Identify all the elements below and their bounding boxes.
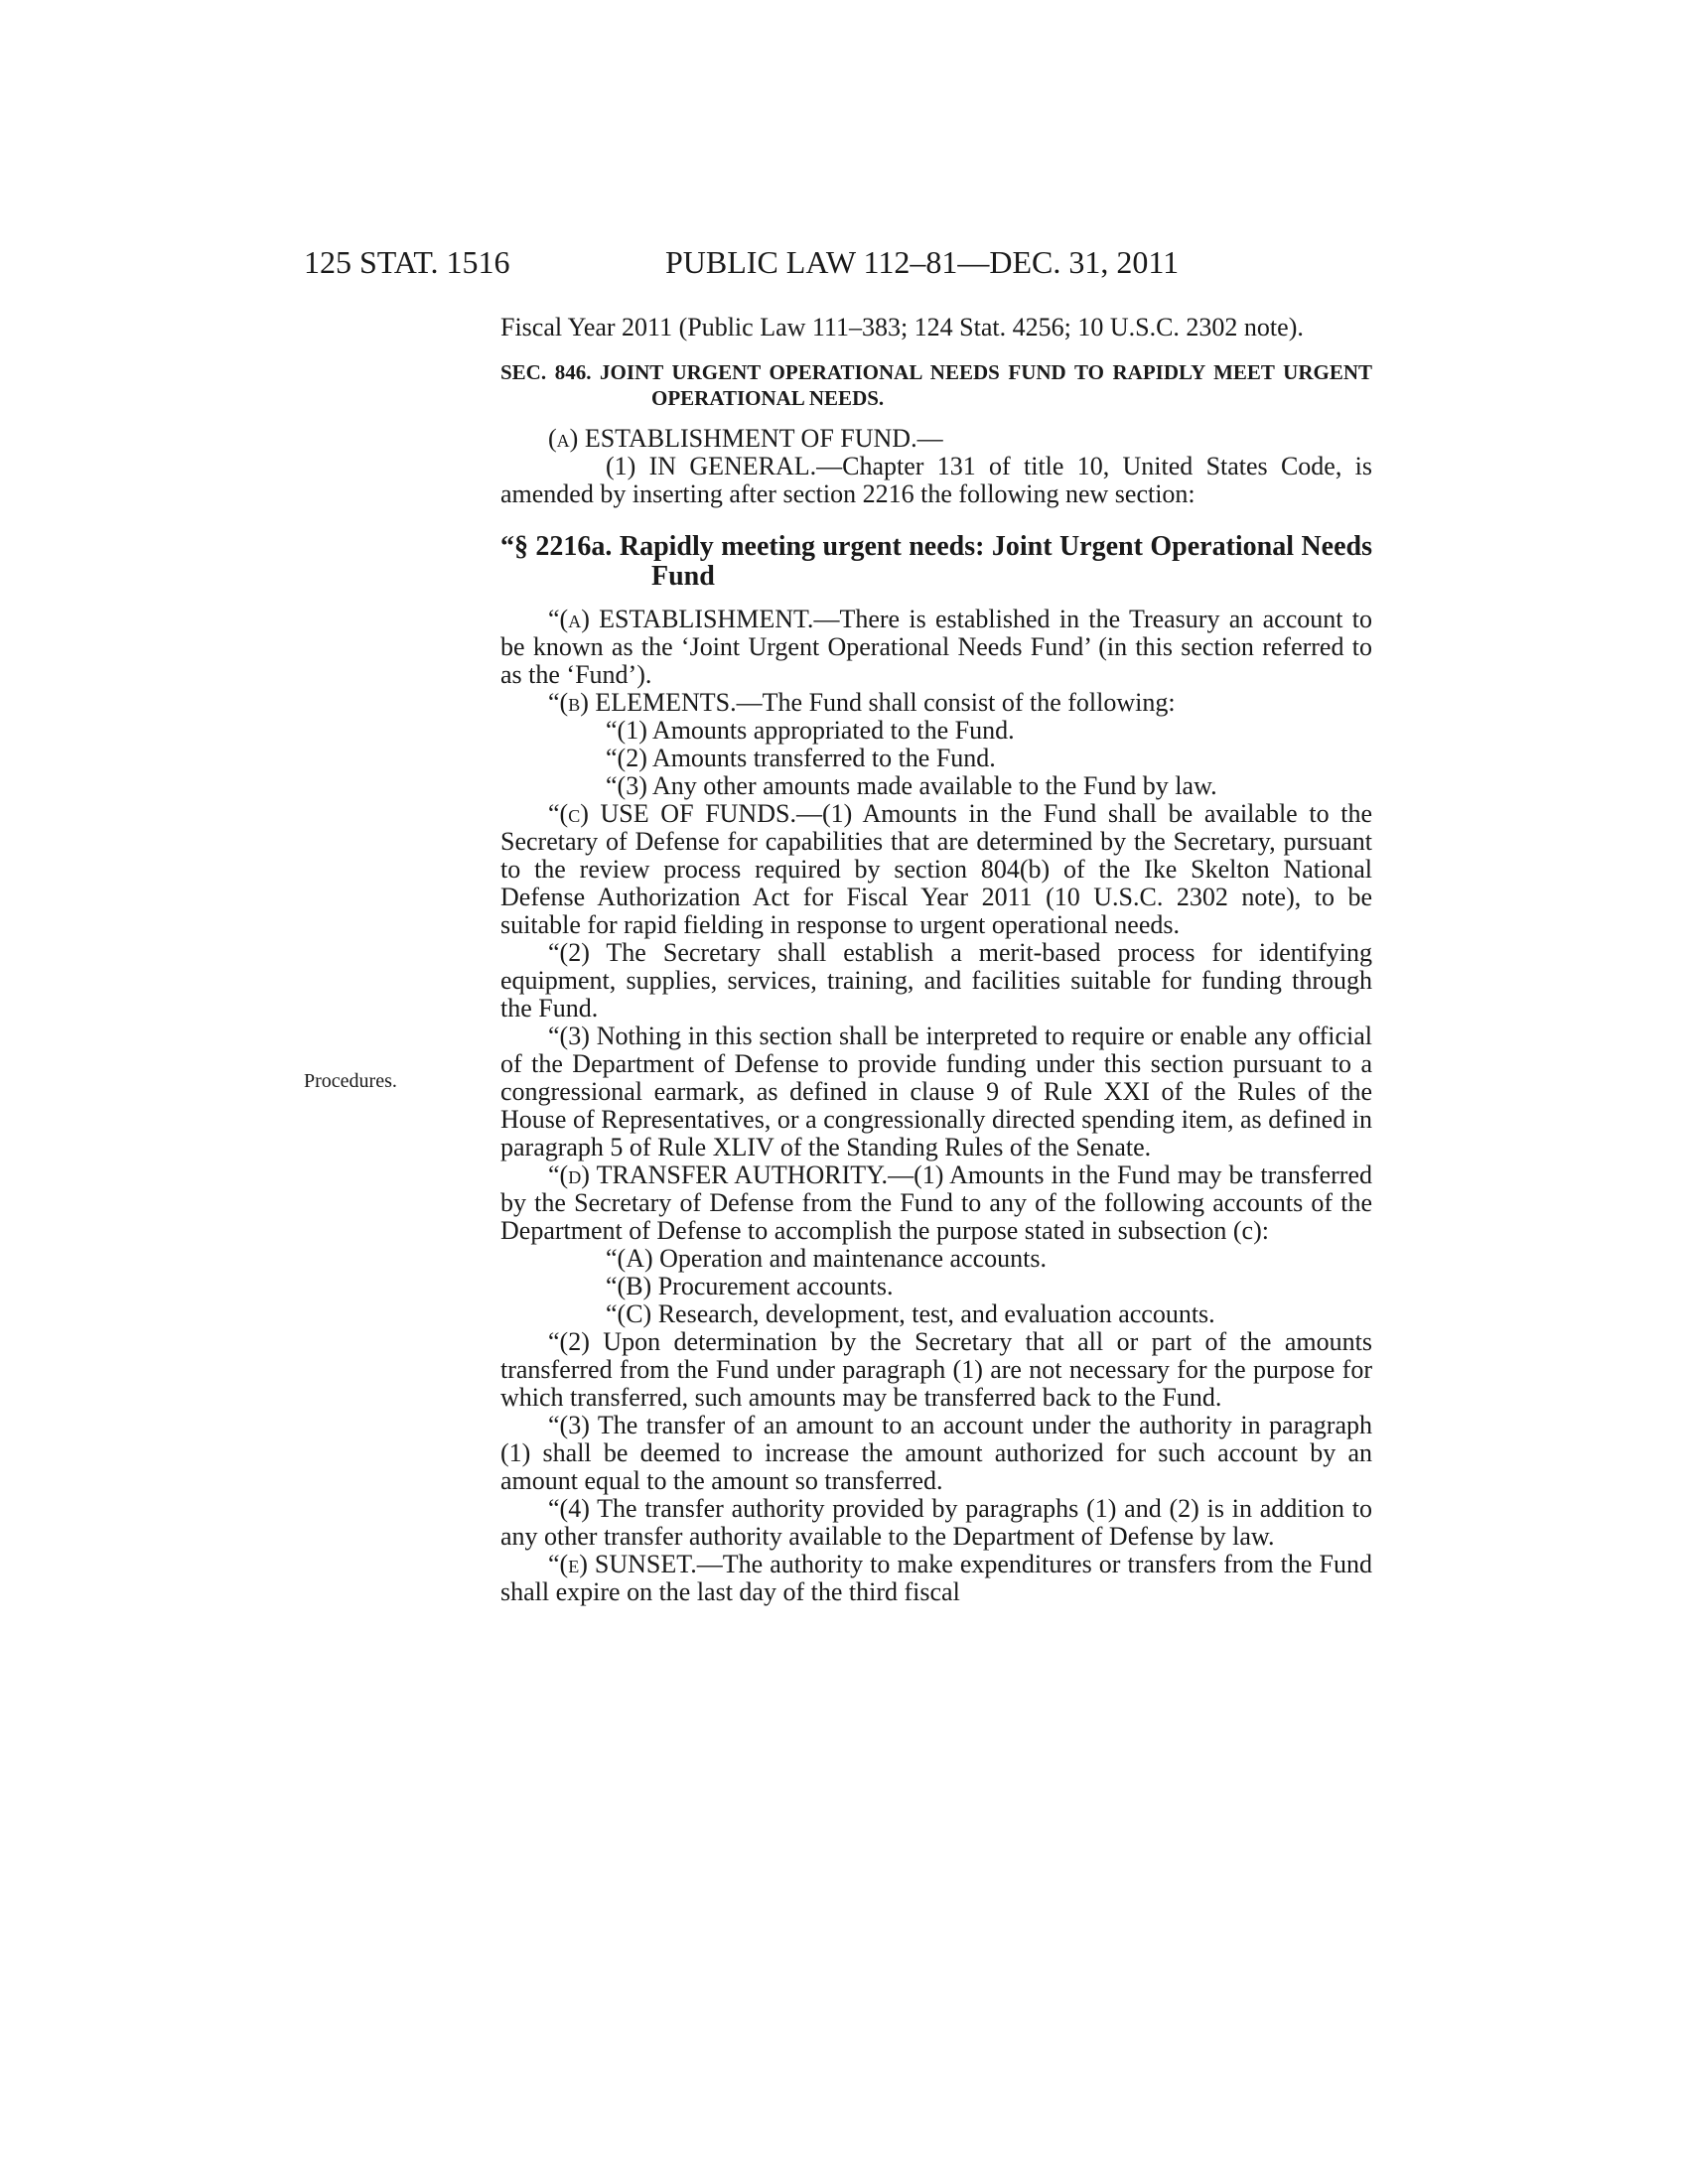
paragraph [500, 1412, 1372, 1495]
subsection-caption: “(b) ELEMENTS. [548, 688, 737, 717]
paragraph-text: —There is established in the Treasury an account to be known as the ‘Joint Urgent Operational Needs Fund’ (in this section referred to as the ‘Fund’). [500, 605, 1372, 689]
paragraph [500, 453, 1372, 508]
subsection-caption: “(a) ESTABLISHMENT. [548, 605, 814, 633]
paragraph-text: —The Fund shall consist of the following: [736, 688, 1176, 717]
paragraph [500, 425, 1372, 453]
paragraph-text: “(C) Research, development, test, and evaluation accounts. [606, 1299, 1215, 1328]
paragraph-text: “§ 2216a. Rapidly meeting urgent needs: Joint Urgent Operational Needs Fund [500, 531, 1372, 592]
subsection-caption: “(d) TRANSFER AUTHORITY. [548, 1160, 889, 1189]
section-heading [500, 359, 1372, 411]
paragraph-text: “(3) The transfer of an amount to an account under the authority in paragraph (1) shall be deemed to increase the amount authorized for such account by an amount equal to the amount so transferred. [500, 1411, 1372, 1495]
subsection-caption: (a) ESTABLISHMENT OF FUND.— [548, 424, 943, 453]
paragraph-text: “(3) Any other amounts made available to the Fund by law. [606, 771, 1217, 800]
paragraph [500, 1300, 1372, 1328]
paragraph-text: “(3) Nothing in this section shall be interpreted to require or enable any official of the Department of Defense to provide funding under this section pursuant to a congressional earmark, as defined in clause 9 of Rule XXI of the Rules of the House of Representatives, or a congressionally directed spending item, as defined in paragraph 5 of Rule XLIV of the Standing Rules of the Senate. [500, 1022, 1372, 1161]
paragraph-text: —Chapter 131 of title 10, United States Code, is amended by inserting after section 2216 the following new section: [500, 452, 1372, 508]
margin-note-procedures: Procedures. [304, 1070, 397, 1092]
paragraph [500, 1161, 1372, 1245]
paragraph [500, 800, 1372, 939]
paragraph-text: “(2) The Secretary shall establish a merit-based process for identifying equipment, supplies, services, training, and facilities suitable for funding through the Fund. [500, 938, 1372, 1023]
paragraph-text: “(4) The transfer authority provided by paragraphs (1) and (2) is in addition to any other transfer authority available to the Department of Defense by law. [500, 1494, 1372, 1551]
paragraph [500, 1023, 1372, 1161]
paragraph-text: Fiscal Year 2011 (Public Law 111–383; 124 Stat. 4256; 10 U.S.C. 2302 note). [500, 313, 1304, 341]
subsection-caption: (1) IN GENERAL. [606, 452, 817, 480]
paragraph [500, 314, 1372, 341]
statute-page-number: 125 STAT. 1516 [304, 244, 510, 280]
page-header [304, 244, 1376, 284]
paragraph [500, 1495, 1372, 1551]
paragraph-text: —(1) Amounts in the Fund shall be available to the Secretary of Defense for capabilities that are determined by the Secretary, pursuant to the review process required by section 804(b) of the Ike Skelton National Defense Authorization Act for Fiscal Year 2011 (10 U.S.C. 2302 note), to be suitable for rapid fielding in response to urgent operational needs. [500, 799, 1373, 939]
paragraph [500, 1273, 1372, 1300]
paragraph-text: SEC. 846. JOINT URGENT OPERATIONAL NEEDS FUND TO RAPIDLY MEET URGENT OPERATIONAL NEEDS. [500, 360, 1372, 410]
paragraph-text: —(1) Amounts in the Fund may be transferred by the Secretary of Defense from the Fund to any of the following accounts of the Department of Defense to accomplish the purpose stated in subsection (c): [500, 1160, 1372, 1245]
paragraph [500, 1328, 1372, 1412]
new-section-heading [500, 532, 1372, 592]
subsection-caption: “(e) SUNSET. [548, 1550, 697, 1578]
paragraph [500, 689, 1372, 717]
subsection-caption: “(c) USE OF FUNDS. [548, 799, 796, 828]
paragraph [500, 772, 1372, 800]
paragraph [500, 939, 1372, 1023]
paragraph-text: —The authority to make expenditures or transfers from the Fund shall expire on the last day of the third fiscal [500, 1550, 1372, 1606]
paragraph-text: “(B) Procurement accounts. [606, 1272, 894, 1300]
paragraph [500, 606, 1372, 689]
paragraph-text: “(2) Amounts transferred to the Fund. [606, 744, 996, 772]
paragraph [500, 1245, 1372, 1273]
paragraph [500, 1551, 1372, 1606]
paragraph [500, 717, 1372, 745]
paragraph-text: “(1) Amounts appropriated to the Fund. [606, 716, 1015, 745]
paragraph-text: “(2) Upon determination by the Secretary that all or part of the amounts transferred from the Fund under paragraph (1) are not necessary for the purpose for which transferred, such amounts may be transferred back to the Fund. [500, 1327, 1372, 1412]
law-text-body [500, 314, 1372, 1606]
paragraph-text: “(A) Operation and maintenance accounts. [606, 1244, 1047, 1273]
paragraph [500, 745, 1372, 772]
public-law-citation: PUBLIC LAW 112–81—DEC. 31, 2011 [665, 244, 1180, 280]
